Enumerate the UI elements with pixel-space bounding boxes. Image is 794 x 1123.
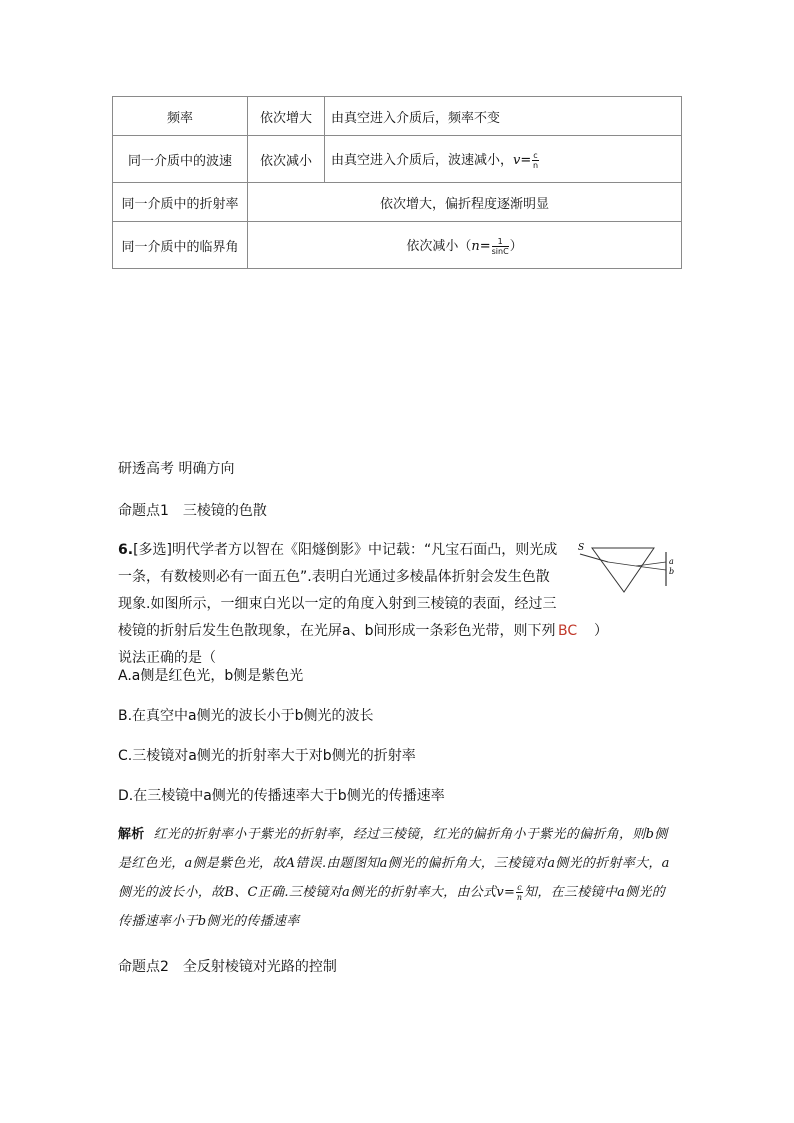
stem-end: ）: [594, 623, 608, 639]
formula-den: sinC: [491, 246, 509, 256]
row-note: [248, 222, 682, 269]
row-label: 频率: [113, 97, 248, 136]
row-trend: 依次增大: [248, 97, 325, 136]
formula-var: v: [513, 152, 521, 168]
answer: BC: [558, 623, 578, 639]
row-note: 由真空进入介质后，频率不变: [325, 97, 682, 136]
refracted-ray: [608, 562, 636, 566]
exit-ray-a: [636, 562, 666, 566]
table-row: [113, 136, 682, 183]
note-text: 依次减小（: [406, 238, 472, 254]
formula-num: c: [517, 883, 523, 892]
row-note: [325, 136, 682, 183]
option-c: C.三棱镜对a侧光的折射率大于对b侧光的折射率: [118, 748, 416, 764]
label-s: S: [578, 543, 585, 553]
formula-eq: =: [520, 152, 532, 168]
formula-num: 1: [492, 237, 509, 247]
explanation-text: 红光的折射率小于紫光的折射率，经过三棱镜，红光的偏折角小于紫光的偏折角，则b侧是红色光，a侧是紫色光，故A错误.由题图知a侧光的偏折角大，三棱镜对a侧光的折射率大，a侧光的波长小，故B、C正确.三棱镜对a侧光的折射率大，由公式: [118, 827, 670, 900]
table-row: [113, 97, 682, 136]
explanation-label: 解析: [118, 827, 145, 842]
proposition-heading: 命题点2 全反射棱镜对光路的控制: [118, 959, 337, 975]
row-trend: 依次减小: [248, 136, 325, 183]
option-b: B.在真空中a侧光的波长小于b侧光的波长: [118, 708, 374, 724]
formula-var: v: [496, 885, 505, 900]
table-row: [113, 183, 682, 222]
formula-eq: =: [479, 238, 491, 254]
label-a: a: [669, 557, 674, 566]
note-text: ）: [509, 238, 523, 254]
question-tag: [多选]: [133, 542, 172, 558]
row-label: 同一介质中的折射率: [113, 183, 248, 222]
prism-diagram: [578, 540, 678, 598]
formula-eq: =: [504, 885, 516, 900]
formula-den: n: [516, 893, 523, 902]
row-label: 同一介质中的波速: [113, 136, 248, 183]
formula-num: c: [533, 150, 538, 160]
formula-fraction: [532, 151, 538, 170]
formula-fraction: [516, 883, 523, 902]
formula-fraction: [492, 237, 509, 256]
prism-triangle: [592, 548, 654, 592]
row-note: 依次增大，偏折程度逐渐明显: [248, 183, 682, 222]
question-stem: 明代学者方以智在《阳燧倒影》中记载：“凡宝石面凸，则光成一条，有数棱则必有一面五色”.表明白光通过多棱晶体折射会发生色散现象.如图所示，一细束白光以一定的角度入射到三棱镜的表面，经过三棱镜的折射后发生色散现象，在光屏a、b间形成一条彩色光带，则下列说法正确的是（: [118, 542, 558, 666]
row-label: 同一介质中的临界角: [113, 222, 248, 269]
option-a: A.a侧是红色光，b侧是紫色光: [118, 668, 304, 684]
formula-var: n: [471, 238, 480, 254]
formula-den: n: [532, 160, 539, 170]
option-d: D.在三棱镜中a侧光的传播速率大于b侧光的传播速率: [118, 788, 445, 804]
table-row: [113, 222, 682, 269]
proposition-heading: 命题点1 三棱镜的色散: [118, 503, 267, 519]
explanation-text-end: 知，在三棱镜中a侧光的传播速率小于b侧光的传播速率: [118, 885, 666, 929]
label-b: b: [669, 567, 675, 576]
section-title: 研透高考 明确方向: [118, 461, 235, 477]
question-number: 6.: [118, 542, 134, 558]
question-6: [118, 537, 560, 672]
properties-table: [112, 96, 682, 269]
note-text: 由真空进入介质后，波速减小，: [331, 152, 514, 168]
explanation: [118, 820, 674, 936]
incident-ray: [580, 554, 608, 562]
